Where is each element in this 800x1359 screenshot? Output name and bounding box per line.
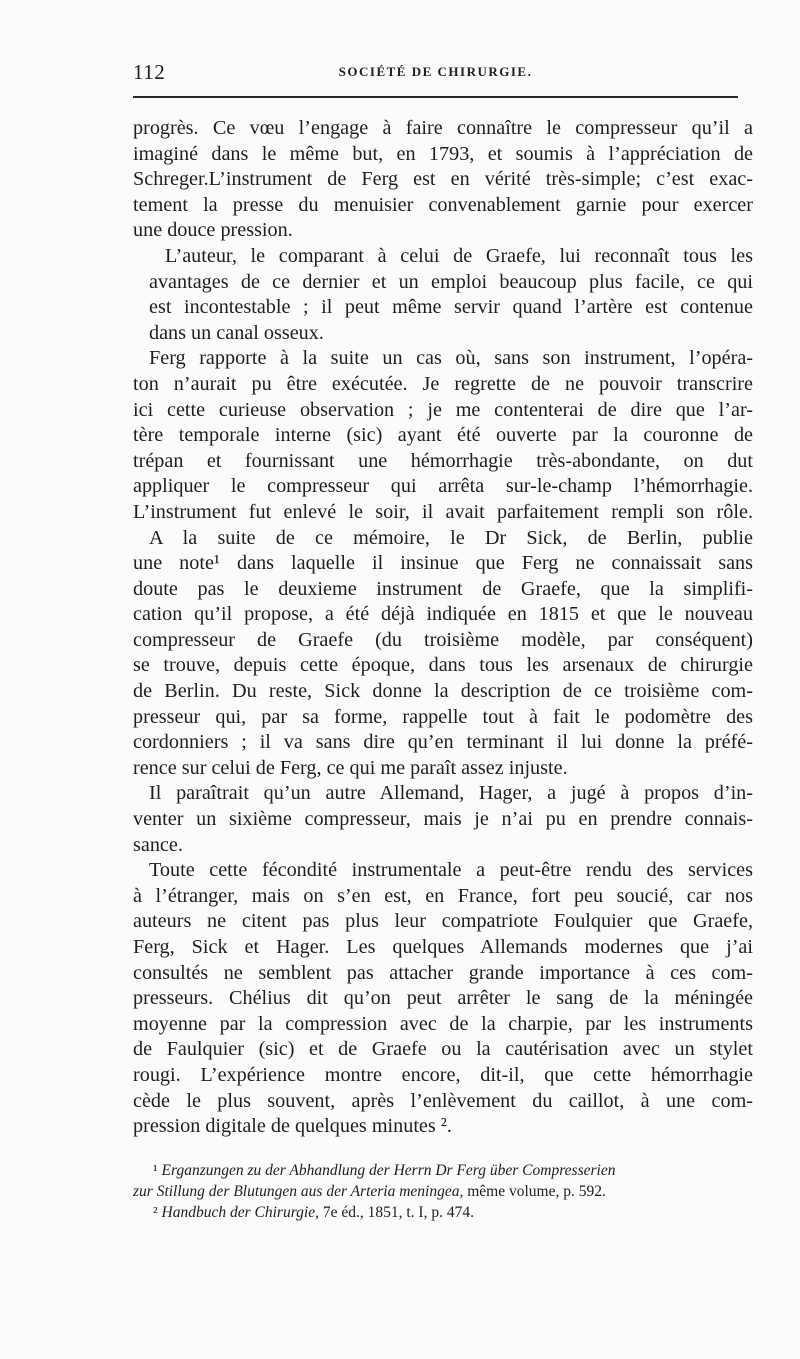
- text-line: ton n’aurait pu être exécutée. Je regrette de ne pouvoir transcrire: [133, 372, 753, 395]
- footnote-text: zur Stillung der Blutungen aus der Arteria meningea,: [133, 1183, 464, 1200]
- text-line: L’auteur, le comparant à celui de Graefe, lui reconnaît tous les: [165, 244, 753, 267]
- text-line: est incontestable ; il peut même servir quand l’artère est contenue: [149, 296, 753, 319]
- text-line: sance.: [133, 833, 183, 856]
- paragraph-5: [133, 781, 753, 858]
- running-title: SOCIÉTÉ DE CHIRURGIE.: [338, 64, 533, 79]
- text-line: venter un sixième compresseur, mais je n’ai pu en prendre connais-: [133, 808, 753, 831]
- footnote-2: [133, 1202, 758, 1223]
- footnote-text: Erganzungen zu der Abhandlung der Herrn Dr Ferg über Compresserien: [161, 1162, 616, 1179]
- text-line: consultés ne semblent pas attacher grande importance à ces com-: [133, 961, 753, 984]
- footnote-1-line-1: [133, 1160, 758, 1181]
- text-line: tement la presse du menuisier convenablement garnie pour exercer: [133, 193, 753, 216]
- text-line: presseur qui, par sa forme, rappelle tout à fait le podomètre des: [133, 705, 753, 728]
- footnote-text: 7e éd., 1851, t. I, p. 474.: [322, 1204, 474, 1221]
- text-line: cation qu’il propose, a été déjà indiquée en 1815 et que le nouveau: [133, 603, 753, 626]
- text-line: rougi. L’expérience montre encore, dit-il, que cette hémorrhagie: [133, 1063, 753, 1086]
- text-line: Ferg rapporte à la suite un cas où, sans son instrument, l’opéra-: [149, 347, 753, 370]
- body-text: [133, 116, 753, 1140]
- footnotes: [133, 1160, 758, 1223]
- text-line: compresseur de Graefe (du troisième modèle, par conséquent): [133, 628, 753, 651]
- footnote-1-line-2: [133, 1181, 758, 1202]
- paragraph-3: [133, 346, 753, 525]
- text-line: progrès. Ce vœu l’engage à faire connaître le compresseur qu’il a: [133, 117, 753, 139]
- text-line: pression digitale de quelques minutes ².: [133, 1115, 452, 1138]
- footnote-text: Handbuch der Chirurgie,: [161, 1204, 319, 1221]
- text-line: Il paraîtrait qu’un autre Allemand, Hager, a jugé à propos d’in-: [149, 782, 753, 805]
- text-line: une note¹ dans laquelle il insinue que Ferg ne connaissait sans: [133, 552, 753, 575]
- paragraph-6: [133, 858, 753, 1140]
- text-line: trépan et fournissant une hémorrhagie très-abondante, on dut: [133, 449, 753, 472]
- text-line: avantages de ce dernier et un emploi beaucoup plus facile, ce qui: [149, 270, 753, 293]
- text-line: cordonniers ; il va sans dire qu’en terminant il lui donne la préfé-: [133, 731, 753, 754]
- page-header: [133, 60, 738, 90]
- text-line: à l’étranger, mais on s’en est, en France, fort peu soucié, car nos: [133, 884, 753, 907]
- text-line: doute pas le deuxieme instrument de Graefe, que la simplifi-: [133, 577, 753, 600]
- text-line: Ferg, Sick et Hager. Les quelques Allemands modernes que j’ai: [133, 936, 753, 958]
- text-line: rence sur celui de Ferg, ce qui me paraît assez injuste.: [133, 756, 568, 779]
- text-line: Toute cette fécondité instrumentale a peut-être rendu des services: [149, 859, 753, 882]
- text-line: appliquer le compresseur qui arrêta sur-le-champ l’hémorrhagie.: [133, 475, 753, 498]
- footnote-marker: ²: [153, 1204, 158, 1221]
- text-line: ici cette curieuse observation ; je me contenterai de dire que l’ar-: [133, 398, 753, 421]
- text-line: tère temporale interne (sic) ayant été ouverte par la couronne de: [133, 424, 753, 447]
- text-line: auteurs ne citent pas plus leur compatriote Foulquier que Graefe,: [133, 910, 753, 933]
- text-line: se trouve, depuis cette époque, dans tous les arsenaux de chirurgie: [133, 654, 753, 677]
- text-line: presseurs. Chélius dit qu’on peut arrêter le sang de la méningée: [133, 987, 753, 1010]
- text-line: de Berlin. Du reste, Sick donne la description de ce troisième com-: [133, 680, 753, 703]
- text-line: de Faulquier (sic) et de Graefe ou la cautérisation avec un stylet: [133, 1038, 753, 1061]
- text-line: une douce pression.: [133, 219, 293, 242]
- footnote-text: même volume, p. 592.: [467, 1183, 606, 1200]
- text-line: imaginé dans le même but, en 1793, et soumis à l’appréciation de: [133, 142, 753, 165]
- header-rule: [133, 96, 738, 98]
- paragraph-4: [133, 526, 753, 782]
- paragraph-1: [133, 116, 753, 244]
- page-number: 112: [133, 60, 166, 84]
- text-line: L’instrument fut enlevé le soir, il avait parfaitement rempli son rôle.: [133, 500, 753, 523]
- text-line: A la suite de ce mémoire, le Dr Sick, de Berlin, publie: [149, 526, 753, 549]
- paragraph-2: [133, 244, 753, 346]
- footnote-marker: ¹: [153, 1162, 158, 1179]
- text-line: cède le plus souvent, après l’enlèvement du caillot, à une com-: [133, 1089, 753, 1112]
- text-line: moyenne par la compression avec de la charpie, par les instruments: [133, 1012, 753, 1035]
- text-line: Schreger.L’instrument de Ferg est en vérité très-simple; c’est exac-: [133, 168, 753, 191]
- text-line: dans un canal osseux.: [149, 321, 324, 344]
